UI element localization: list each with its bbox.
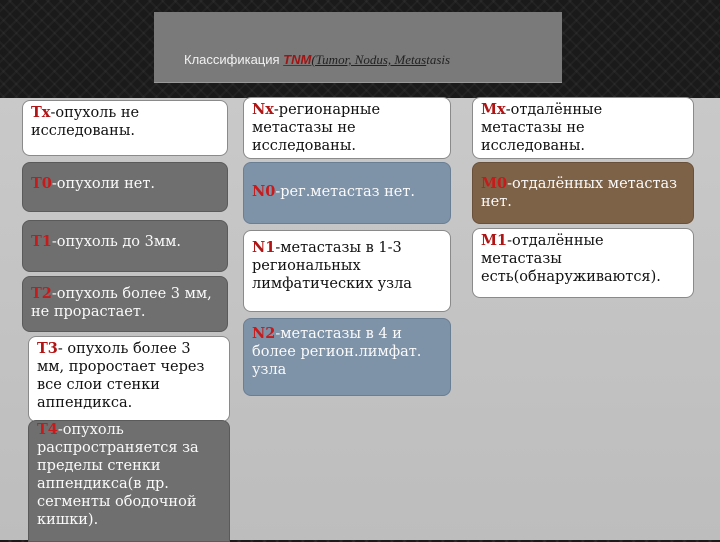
- title-text: [184, 52, 450, 68]
- desc: -опухоли нет.: [51, 176, 155, 192]
- t-item-tx: [22, 100, 228, 156]
- slide-title: [154, 12, 562, 83]
- n-item-n0: [243, 162, 451, 224]
- desc: -опухоль до 3мм.: [51, 234, 181, 250]
- code: T1: [31, 233, 52, 250]
- title-tnm: TNM: [283, 52, 312, 67]
- desc: -рег.метастаз нет.: [275, 184, 416, 200]
- title-tail: tasis: [426, 52, 451, 67]
- t-item-t2: [22, 276, 228, 332]
- code: T3: [37, 340, 58, 357]
- n-item-n2: [243, 318, 451, 396]
- code: Tx: [31, 104, 51, 121]
- desc: -отдалённых метастаз нет.: [481, 176, 678, 210]
- code: N1: [252, 239, 276, 256]
- desc: -отдалённые метастазы есть(обнаруживаются).: [481, 233, 661, 285]
- code: M0: [481, 175, 508, 192]
- desc: -метастазы в 1-3 региональных лимфатических узла: [252, 240, 412, 292]
- t-item-t0: [22, 162, 228, 212]
- n-item-nx: [243, 97, 451, 159]
- code: M1: [481, 232, 508, 249]
- code: Nx: [252, 101, 274, 118]
- code: T4: [37, 421, 58, 438]
- t-item-t3: [28, 336, 230, 422]
- desc: -опухоль более 3 мм, не прорастает.: [31, 286, 212, 320]
- desc: - опухоль более 3 мм, проростает через все слои стенки аппендикса.: [37, 341, 205, 411]
- m-item-mx: [472, 97, 694, 159]
- t-item-t1: [22, 220, 228, 272]
- code: T0: [31, 175, 52, 192]
- desc: -опухоль распространяется за пределы стенки аппендикса(в др. сегменты ободочной кишки).: [37, 422, 199, 528]
- code: N2: [252, 325, 276, 342]
- n-item-n1: [243, 230, 451, 312]
- t-item-t4: [28, 420, 230, 542]
- m-item-m1: [472, 228, 694, 298]
- title-latin: (Tumor, Nodus, Metas: [311, 52, 427, 67]
- m-item-m0: [472, 162, 694, 224]
- desc: -метастазы в 4 и более регион.лимфат. узла: [252, 326, 422, 378]
- desc: -регионарные метастазы не исследованы.: [252, 102, 381, 154]
- code: Mx: [481, 101, 506, 118]
- code: N0: [252, 183, 276, 200]
- desc: -отдалённые метастазы не исследованы.: [481, 102, 603, 154]
- code: T2: [31, 285, 52, 302]
- title-main: Классификация: [184, 52, 284, 67]
- desc: -опухоль не исследованы.: [31, 105, 140, 139]
